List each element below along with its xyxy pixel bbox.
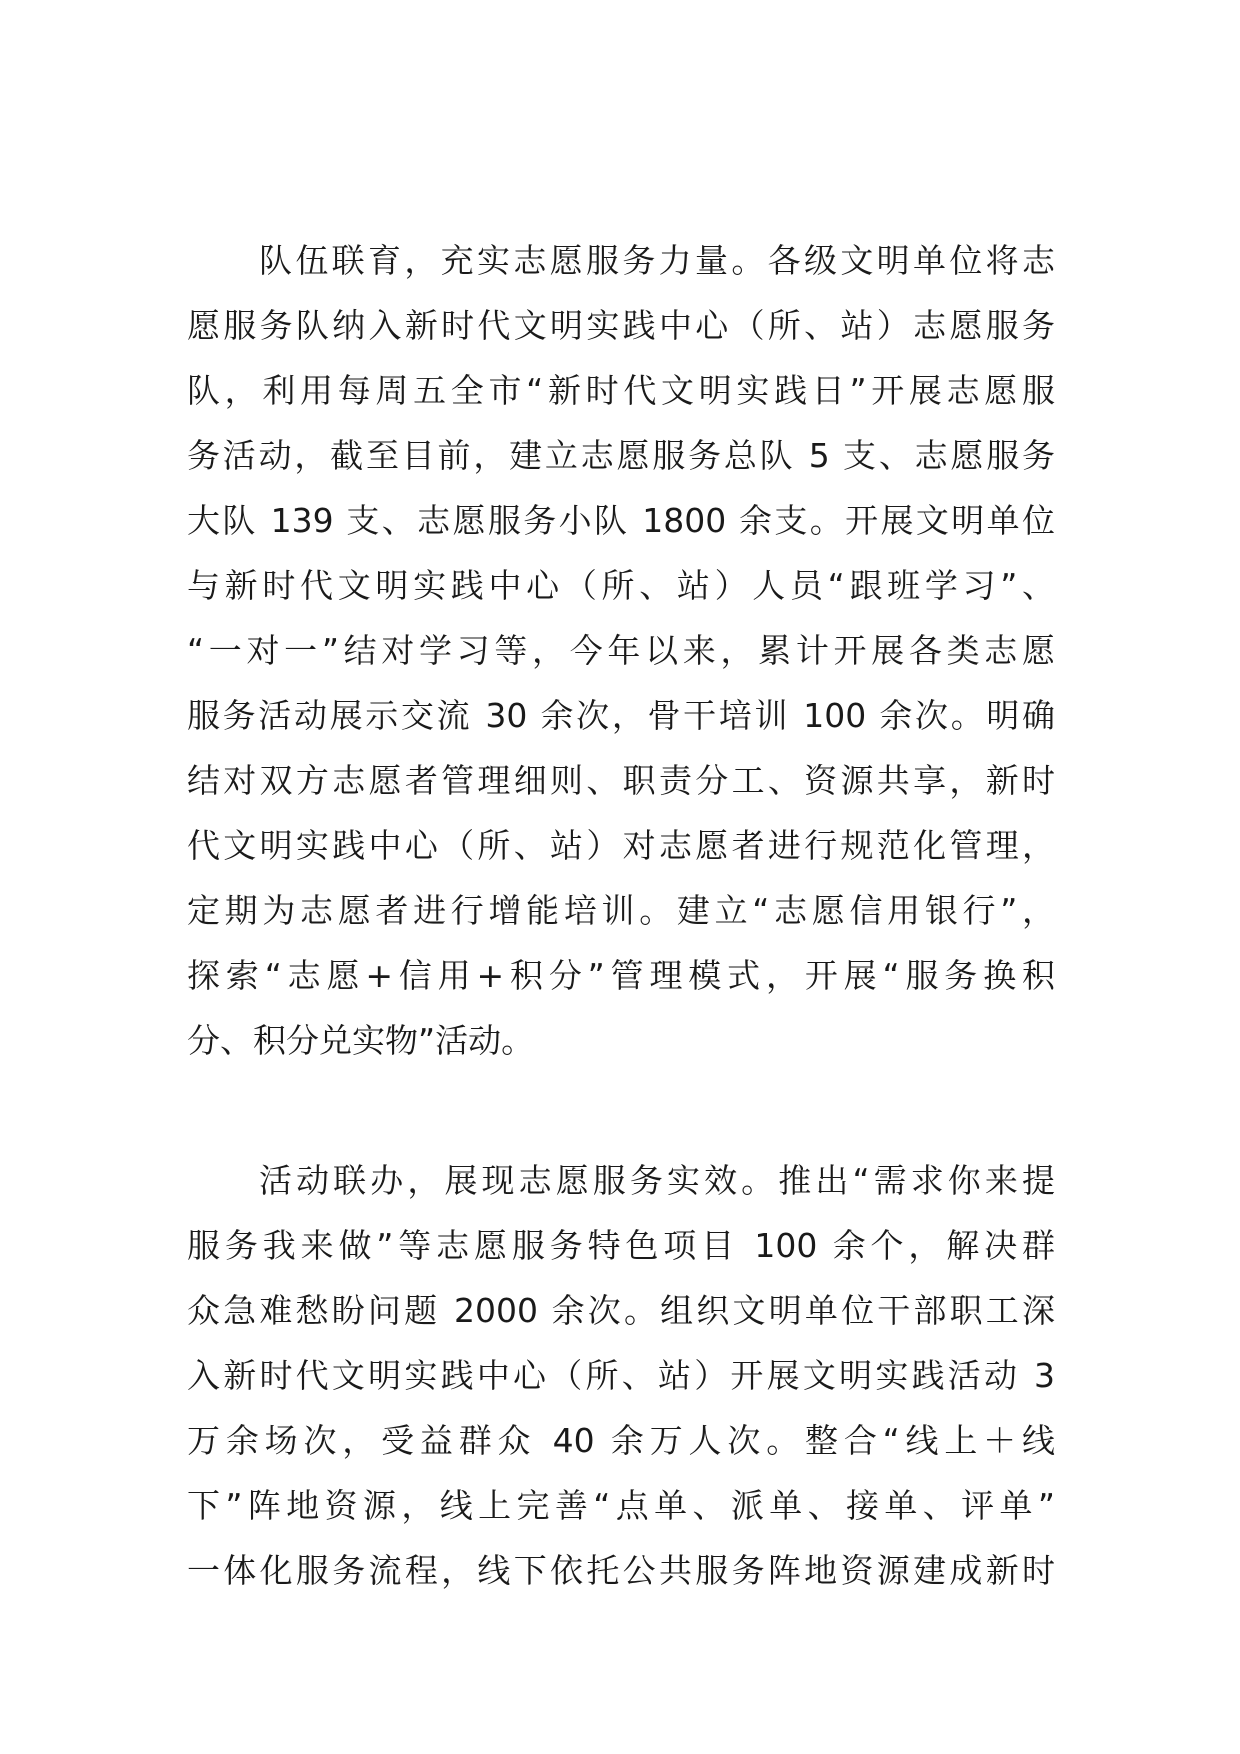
text-line: 愿服务队纳入新时代文明实践中心（所、站）志愿服务 xyxy=(187,306,1055,345)
text-line: 队伍联育，充实志愿服务力量。各级文明单位将志 xyxy=(259,241,1055,280)
text-line: 结对双方志愿者管理细则、职责分工、资源共享，新时 xyxy=(187,761,1055,800)
text-line: 活动联办，展现志愿服务实效。推出“需求你来提 xyxy=(259,1161,1055,1200)
text-line: 下”阵地资源，线上完善“点单、派单、接单、评单” xyxy=(187,1486,1055,1525)
text-line: 万余场次，受益群众 40 余万人次。整合“线上＋线 xyxy=(187,1421,1055,1460)
text-line: 代文明实践中心（所、站）对志愿者进行规范化管理， xyxy=(187,826,1055,865)
text-line: 大队 139 支、志愿服务小队 1800 余支。开展文明单位 xyxy=(187,501,1055,540)
paragraph-joint-activities xyxy=(187,1148,1055,1603)
text-line: 队，利用每周五全市“新时代文明实践日”开展志愿服 xyxy=(187,371,1055,410)
text-line: 服务我来做”等志愿服务特色项目 100 余个，解决群 xyxy=(187,1226,1056,1265)
text-line: 服务活动展示交流 30 余次，骨干培训 100 余次。明确 xyxy=(187,696,1055,735)
paragraph-volunteer-teams xyxy=(187,228,1055,1073)
text-line: 分、积分兑实物”活动。 xyxy=(187,1021,535,1060)
text-line: 众急难愁盼问题 2000 余次。组织文明单位干部职工深 xyxy=(187,1291,1055,1330)
text-line: 探索“志愿+信用+积分”管理模式，开展“服务换积 xyxy=(187,956,1055,995)
text-line: 入新时代文明实践中心（所、站）开展文明实践活动 3 xyxy=(187,1356,1055,1395)
text-line: 定期为志愿者进行增能培训。建立“志愿信用银行”， xyxy=(187,891,1055,930)
text-line: 务活动，截至目前，建立志愿服务总队 5 支、志愿服务 xyxy=(187,436,1055,475)
text-line: “一对一”结对学习等，今年以来，累计开展各类志愿 xyxy=(187,631,1055,670)
text-line: 与新时代文明实践中心（所、站）人员“跟班学习”、 xyxy=(187,566,1055,605)
text-line: 一体化服务流程，线下依托公共服务阵地资源建成新时 xyxy=(187,1551,1055,1590)
